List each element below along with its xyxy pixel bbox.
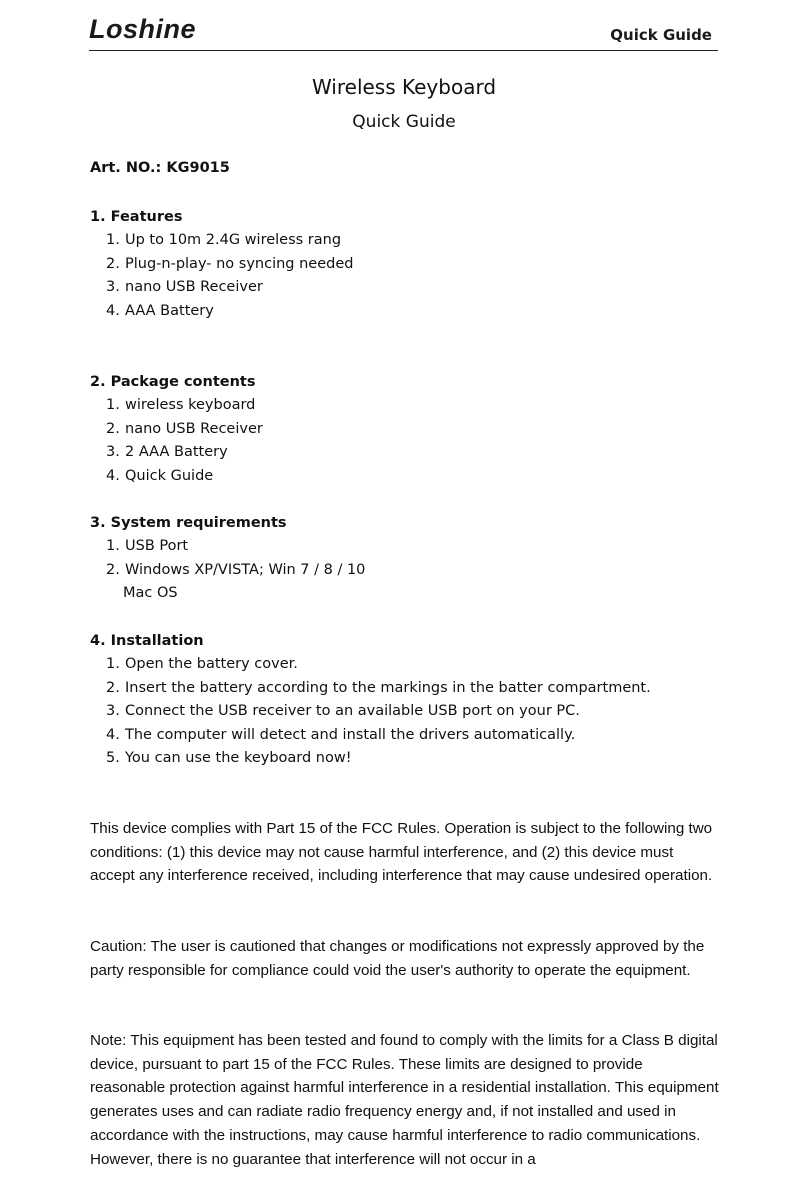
package-list [90,394,730,488]
list-item: 1. USB Port [106,538,189,554]
installation-section [90,629,730,771]
list-item: 2. Windows XP/VISTA; Win 7 / 8 / 10 [106,561,366,578]
features-list [90,229,730,323]
header-label: Quick Guide [610,26,712,44]
list-item: 2. Plug-n-play- no syncing needed [106,255,354,272]
system-heading: 3. System requirements [90,515,287,531]
document-title: Wireless Keyboard [311,75,497,99]
features-heading: 1. Features [90,209,183,225]
list-item: 3. Connect the USB receiver to an available USB port on your PC. [106,703,580,719]
installation-list [90,653,730,771]
list-item: 3. 2 AAA Battery [106,444,228,460]
list-item: 4. AAA Battery [106,302,214,319]
list-item: 1. Open the battery cover. [106,656,298,672]
package-section [90,370,730,488]
list-item: 2. nano USB Receiver [106,420,263,437]
installation-heading: 4. Installation [90,633,204,649]
list-item: 2. Insert the battery according to the markings in the batter compartment. [106,679,651,696]
document-subtitle: Quick Guide [352,112,456,132]
list-item: 3. nano USB Receiver [106,279,263,295]
system-list [90,535,730,582]
fcc-compliance-paragraph: This device complies with Part 15 of the FCC Rules. Operation is subject to the following two conditions: (1) this device may not cause harmful interference, and (2) this device must accept any interference received, including interference that may cause undesired operation. [90,820,713,885]
system-section [90,511,730,606]
caution-paragraph: Caution: The user is cautioned that changes or modifications not expressly approved by the party responsible for compliance could void the user's authority to operate the equipment. [90,938,705,979]
brand-logo: Loshine [89,14,197,44]
package-heading: 2. Package contents [90,374,256,390]
list-item: 1. wireless keyboard [106,397,256,413]
article-number: Art. NO.: KG9015 [90,160,230,176]
list-item: 4. The computer will detect and install the drivers automatically. [106,726,576,743]
list-item: 1. Up to 10m 2.4G wireless rang [106,232,342,248]
header-divider [89,50,718,51]
list-item: 5. You can use the keyboard now! [106,750,352,766]
features-section [90,205,730,323]
list-item: 4. Quick Guide [106,467,214,484]
system-continuation: Mac OS [123,585,178,601]
note-paragraph: Note: This equipment has been tested and found to comply with the limits for a Class B digital device, pursuant to part 15 of the FCC Rules. These limits are designed to provide reasonable protection against harmful interference in a residential installation. This equipment generates uses and can radiate radio frequency energy and, if not installed and used in accordance with the instructions, may cause harmful interference to radio communications. However, there is no guarantee that interference will not occur in a [90,1032,719,1168]
